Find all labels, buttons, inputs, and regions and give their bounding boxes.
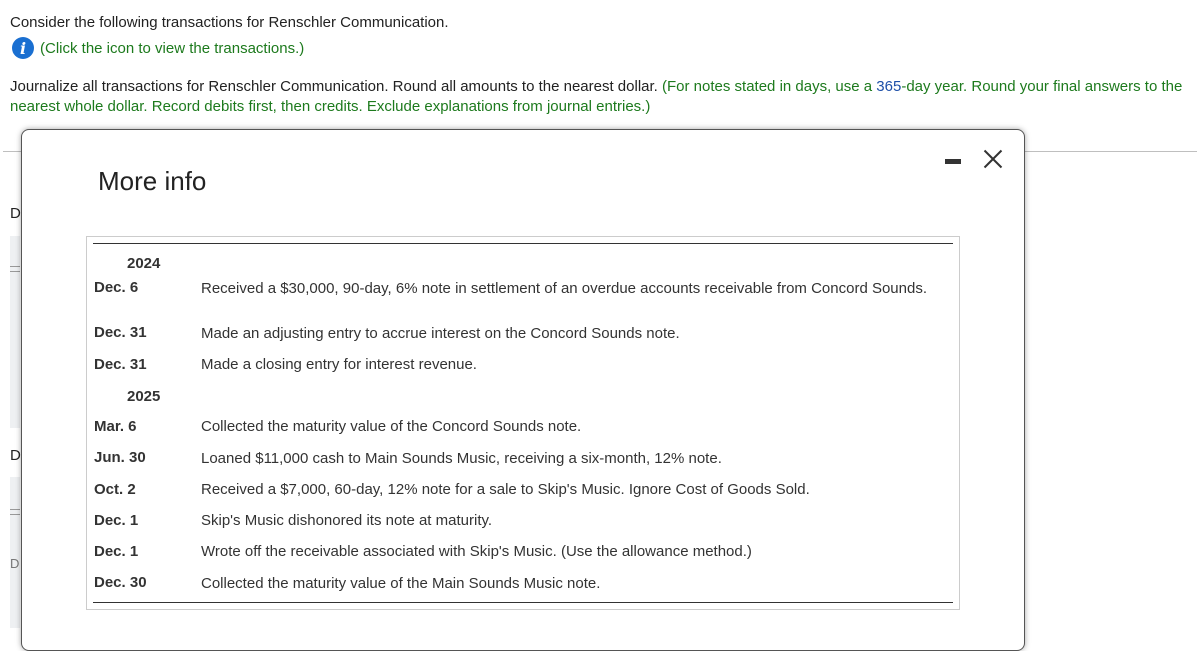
transaction-date: Jun. 30: [94, 449, 146, 466]
transaction-description: Collected the maturity value of the Concord Sounds note.: [201, 418, 582, 435]
dialog-title: More info: [98, 166, 207, 196]
background-label: D: [10, 447, 21, 464]
more-info-dialog: [21, 129, 1025, 651]
transaction-description: Received a $7,000, 60-day, 12% note for a sale to Skip's Music. Ignore Cost of Goods Sold.: [201, 481, 810, 498]
instructions-note: (For notes stated in days, use a 365-day year. Round your final answers to the nearest whole dollar. Record debits first, then credits. Exclude explanations from journal entries.): [10, 78, 1183, 115]
close-icon[interactable]: [980, 146, 1006, 172]
background-total-line: [10, 266, 20, 272]
transaction-description: Made a closing entry for interest revenue.: [201, 356, 477, 373]
transaction-date: Dec. 30: [94, 574, 147, 591]
view-transactions-link[interactable]: (Click the icon to view the transactions.): [40, 39, 305, 57]
background-total-line: [10, 509, 20, 515]
transaction-date: Mar. 6: [94, 418, 137, 435]
transaction-description: Wrote off the receivable associated with Skip's Music. (Use the allowance method.): [201, 543, 752, 560]
transaction-date: Dec. 31: [94, 356, 147, 373]
transaction-description: Skip's Music dishonored its note at maturity.: [201, 512, 493, 529]
transactions-table: [86, 236, 960, 610]
year-header: 2025: [127, 388, 161, 405]
transaction-date: Dec. 31: [94, 324, 147, 341]
background-journal-table: [10, 236, 20, 428]
info-row: [12, 37, 304, 59]
minimize-icon[interactable]: [945, 159, 961, 164]
instructions-main: Journalize all transactions for Renschler Communication. Round all amounts to the nearest dollar.: [10, 78, 663, 95]
transaction-description: Loaned $11,000 cash to Main Sounds Music, receiving a six-month, 12% note.: [201, 450, 722, 467]
background-journal-table: [10, 477, 20, 628]
year-header: 2024: [127, 255, 161, 272]
intro-text: Consider the following transactions for Renschler Communication.: [10, 14, 449, 31]
transaction-date: Dec. 1: [94, 512, 139, 529]
transaction-date: Oct. 2: [94, 481, 136, 498]
transaction-description: Made an adjusting entry to accrue interest on the Concord Sounds note.: [201, 325, 680, 342]
info-icon[interactable]: i: [12, 37, 34, 59]
transaction-date: Dec. 6: [94, 279, 139, 296]
background-label: D: [10, 205, 21, 222]
table-bottom-rule: [93, 602, 953, 603]
transaction-description: Collected the maturity value of the Main Sounds Music note.: [201, 575, 601, 592]
background-label: D: [10, 556, 20, 571]
table-top-rule: [93, 243, 953, 244]
transaction-date: Dec. 1: [94, 543, 139, 560]
instructions: [10, 77, 1190, 117]
transaction-description: Received a $30,000, 90-day, 6% note in settlement of an overdue accounts receivable from Concord Sounds.: [201, 280, 927, 297]
